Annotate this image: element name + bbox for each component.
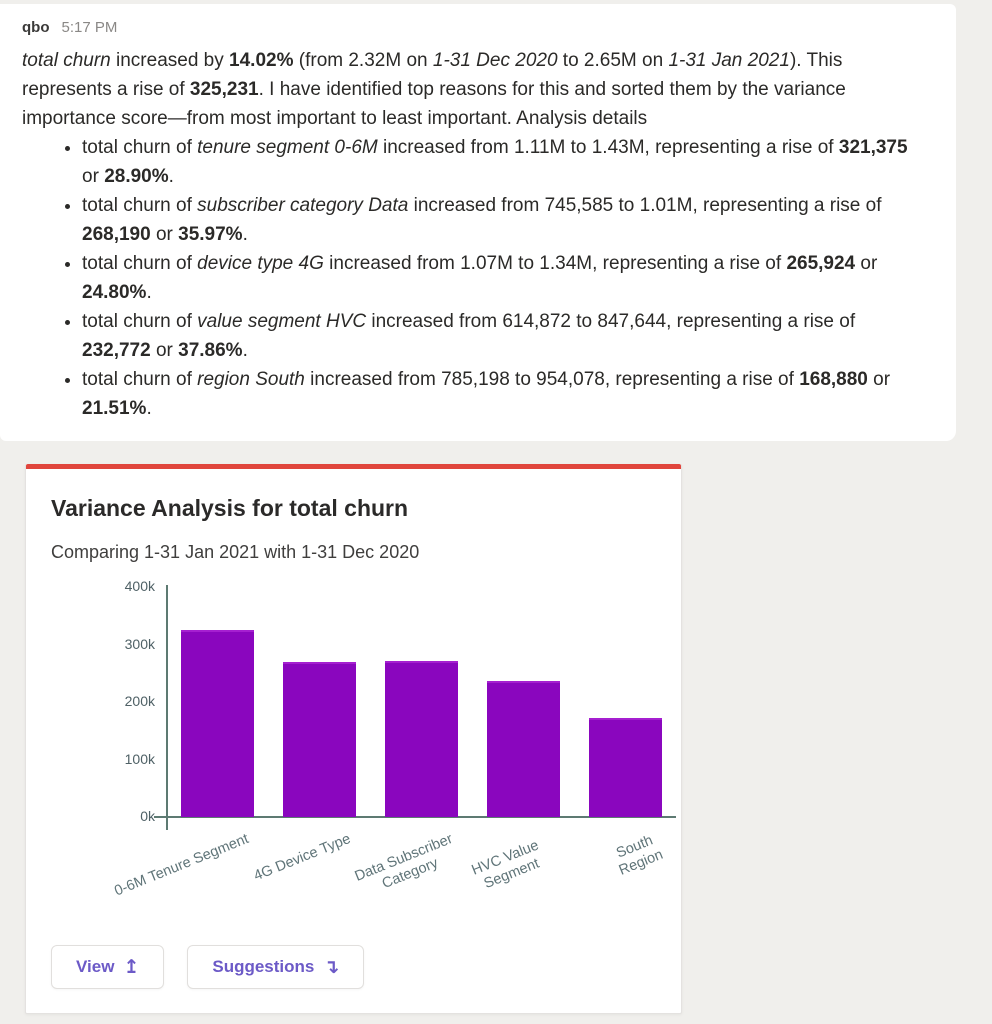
bars bbox=[166, 587, 676, 817]
x-category-label: 4G Device Type bbox=[251, 831, 353, 885]
view-button[interactable] bbox=[51, 945, 164, 989]
bar-slot bbox=[268, 587, 370, 817]
button-label: Suggestions bbox=[212, 957, 315, 976]
bar-slot bbox=[370, 587, 472, 817]
list-item: • total churn of region South increased from 785,198 to 954,078, representing a rise of 168,880 or 21.51%. bbox=[82, 365, 926, 423]
variance-analysis-card bbox=[25, 464, 682, 1014]
card-subtitle: Comparing 1-31 Jan 2021 with 1-31 Dec 2020 bbox=[51, 542, 420, 562]
bar-1[interactable] bbox=[181, 630, 254, 817]
bar-slot bbox=[574, 587, 676, 817]
bar-4[interactable] bbox=[487, 681, 560, 817]
corner-down-arrow-icon: ↴ bbox=[323, 955, 340, 978]
list-item: • total churn of value segment HVC increased from 614,872 to 847,644, representing a rise of 232,772 or 37.86%. bbox=[82, 307, 926, 365]
y-tick-label: 200k bbox=[124, 693, 155, 709]
y-tick-label: 400k bbox=[124, 578, 155, 594]
x-category-label: Data Subscriber Category bbox=[352, 831, 455, 893]
list-item: • total churn of subscriber category Data increased from 745,585 to 1.01M, representing a rise of 268,190 or 35.97%. bbox=[82, 191, 926, 249]
card-actions bbox=[51, 945, 656, 989]
card-title: Variance Analysis for total churn bbox=[51, 495, 409, 521]
analysis-details-list bbox=[22, 133, 926, 423]
y-tick-label: 300k bbox=[124, 635, 155, 652]
button-label: View bbox=[76, 957, 115, 976]
message-header bbox=[22, 18, 926, 38]
x-category-label: 0-6M Tenure Segment bbox=[112, 831, 251, 900]
list-item: • total churn of device type 4G increased from 1.07M to 1.34M, representing a rise of 265,924 or 24.80%. bbox=[82, 249, 926, 307]
bar-2[interactable] bbox=[283, 662, 356, 817]
x-category-label: HVC Value Segment bbox=[469, 837, 542, 893]
sender-name: qbo bbox=[22, 19, 50, 36]
bar-3[interactable] bbox=[385, 661, 458, 817]
x-category-label: South Region bbox=[614, 832, 666, 879]
bar-slot bbox=[472, 587, 574, 817]
y-tick-label: 100k bbox=[124, 750, 155, 767]
message-intro-paragraph: total churn increased by 14.02% (from 2.32M on 1-31 Dec 2020 to 2.65M on 1-31 Jan 2021). This represents a rise of 325,231. I have identified top reasons for this and sorted them by the variance importance score—from most important to least important. Analysis details bbox=[22, 50, 846, 129]
bar-5[interactable] bbox=[589, 718, 662, 817]
list-item: • total churn of tenure segment 0-6M increased from 1.11M to 1.43M, representing a rise of 321,375 or 28.90%. bbox=[82, 133, 926, 191]
y-tick-label: 0k bbox=[140, 808, 155, 824]
bar-slot bbox=[166, 587, 268, 817]
message-timestamp: 5:17 PM bbox=[61, 19, 118, 36]
variance-bar-chart bbox=[51, 575, 666, 927]
up-arrow-from-bar-icon: ↥ bbox=[123, 955, 140, 978]
suggestions-button[interactable] bbox=[187, 945, 364, 989]
chat-message-bubble bbox=[0, 4, 956, 441]
